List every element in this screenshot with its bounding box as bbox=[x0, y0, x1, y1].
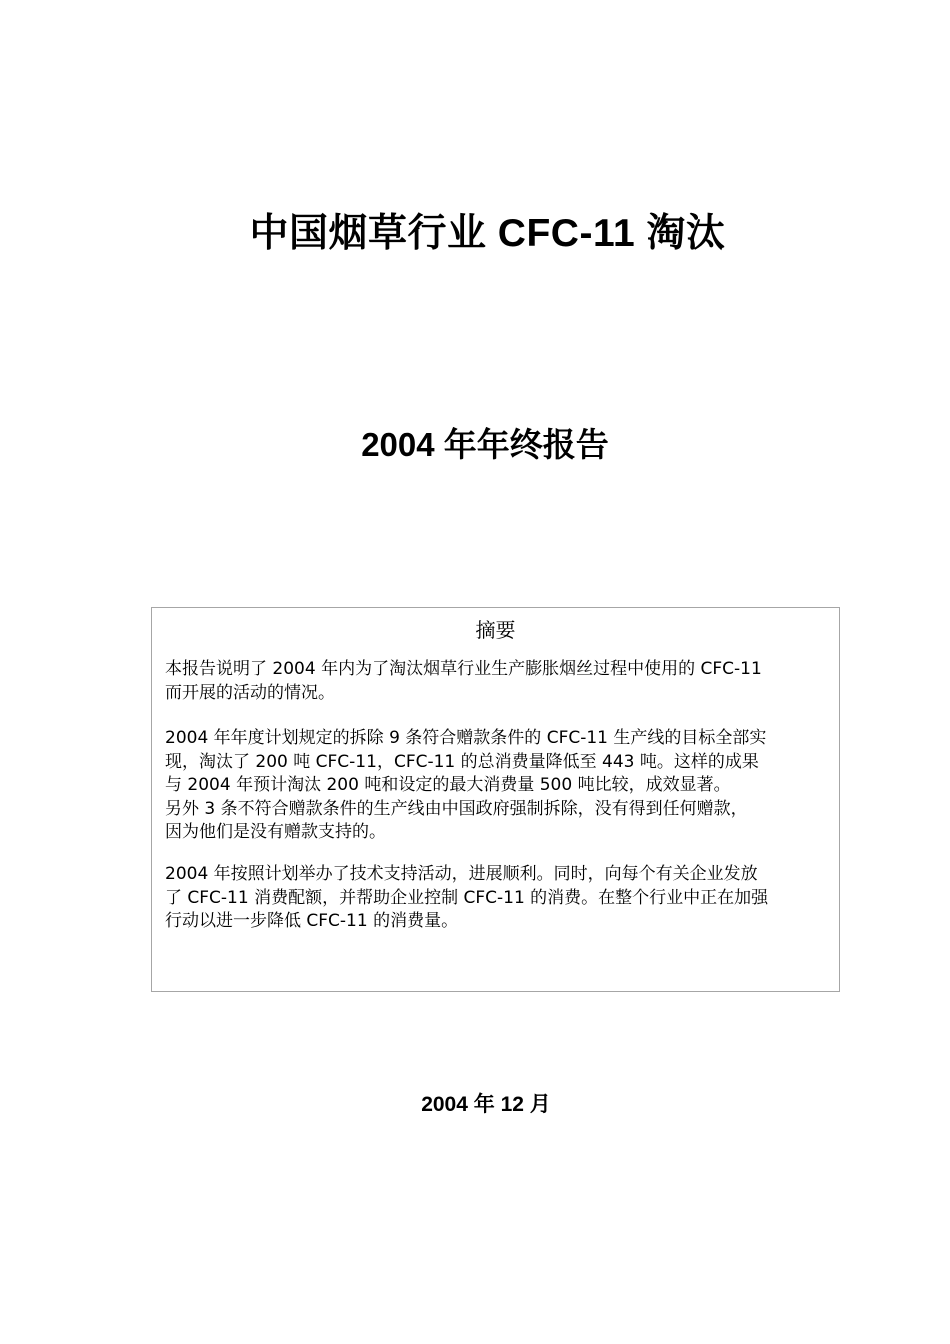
paragraph-line: 行动以进一步降低 CFC-11 的消费量。 bbox=[165, 911, 459, 931]
paragraph-line: 而开展的活动的情况。 bbox=[165, 682, 335, 703]
paragraph-line: 现，淘汰了 200 吨 CFC-11，CFC-11 的总消费量降低至 443 吨。这样的成果 bbox=[165, 751, 759, 772]
paragraph-line: 2004 年年度计划规定的拆除 9 条符合赠款条件的 CFC-11 生产线的目标全部实 bbox=[165, 728, 767, 748]
abstract-heading: 摘要 bbox=[475, 618, 516, 642]
paragraph-line: 2004 年按照计划举办了技术支持活动，进展顺利。同时，向每个有关企业发放 bbox=[165, 864, 758, 884]
document-subtitle: 2004 年年终报告 bbox=[361, 426, 609, 463]
paragraph-line: 与 2004 年预计淘汰 200 吨和设定的最大消费量 500 吨比较，成效显著。 bbox=[165, 775, 731, 795]
paragraph-line: 了 CFC-11 消费配额，并帮助企业控制 CFC-11 的消费。在整个行业中正在加强 bbox=[165, 887, 769, 908]
abstract-box bbox=[151, 607, 840, 992]
paragraph-line: 本报告说明了 2004 年内为了淘汰烟草行业生产膨胀烟丝过程中使用的 CFC-11 bbox=[165, 659, 762, 679]
document-title: 中国烟草行业 CFC-11 淘汰 bbox=[249, 212, 726, 255]
abstract-paragraph-3 bbox=[165, 863, 833, 934]
paragraph-line: 另外 3 条不符合赠款条件的生产线由中国政府强制拆除，没有得到任何赠款， bbox=[165, 798, 748, 819]
paragraph-line: 因为他们是没有赠款支持的。 bbox=[165, 822, 386, 842]
abstract-paragraph-1 bbox=[165, 658, 833, 705]
abstract-paragraph-2 bbox=[165, 727, 833, 845]
document-date: 2004 年 12 月 bbox=[421, 1093, 551, 1116]
